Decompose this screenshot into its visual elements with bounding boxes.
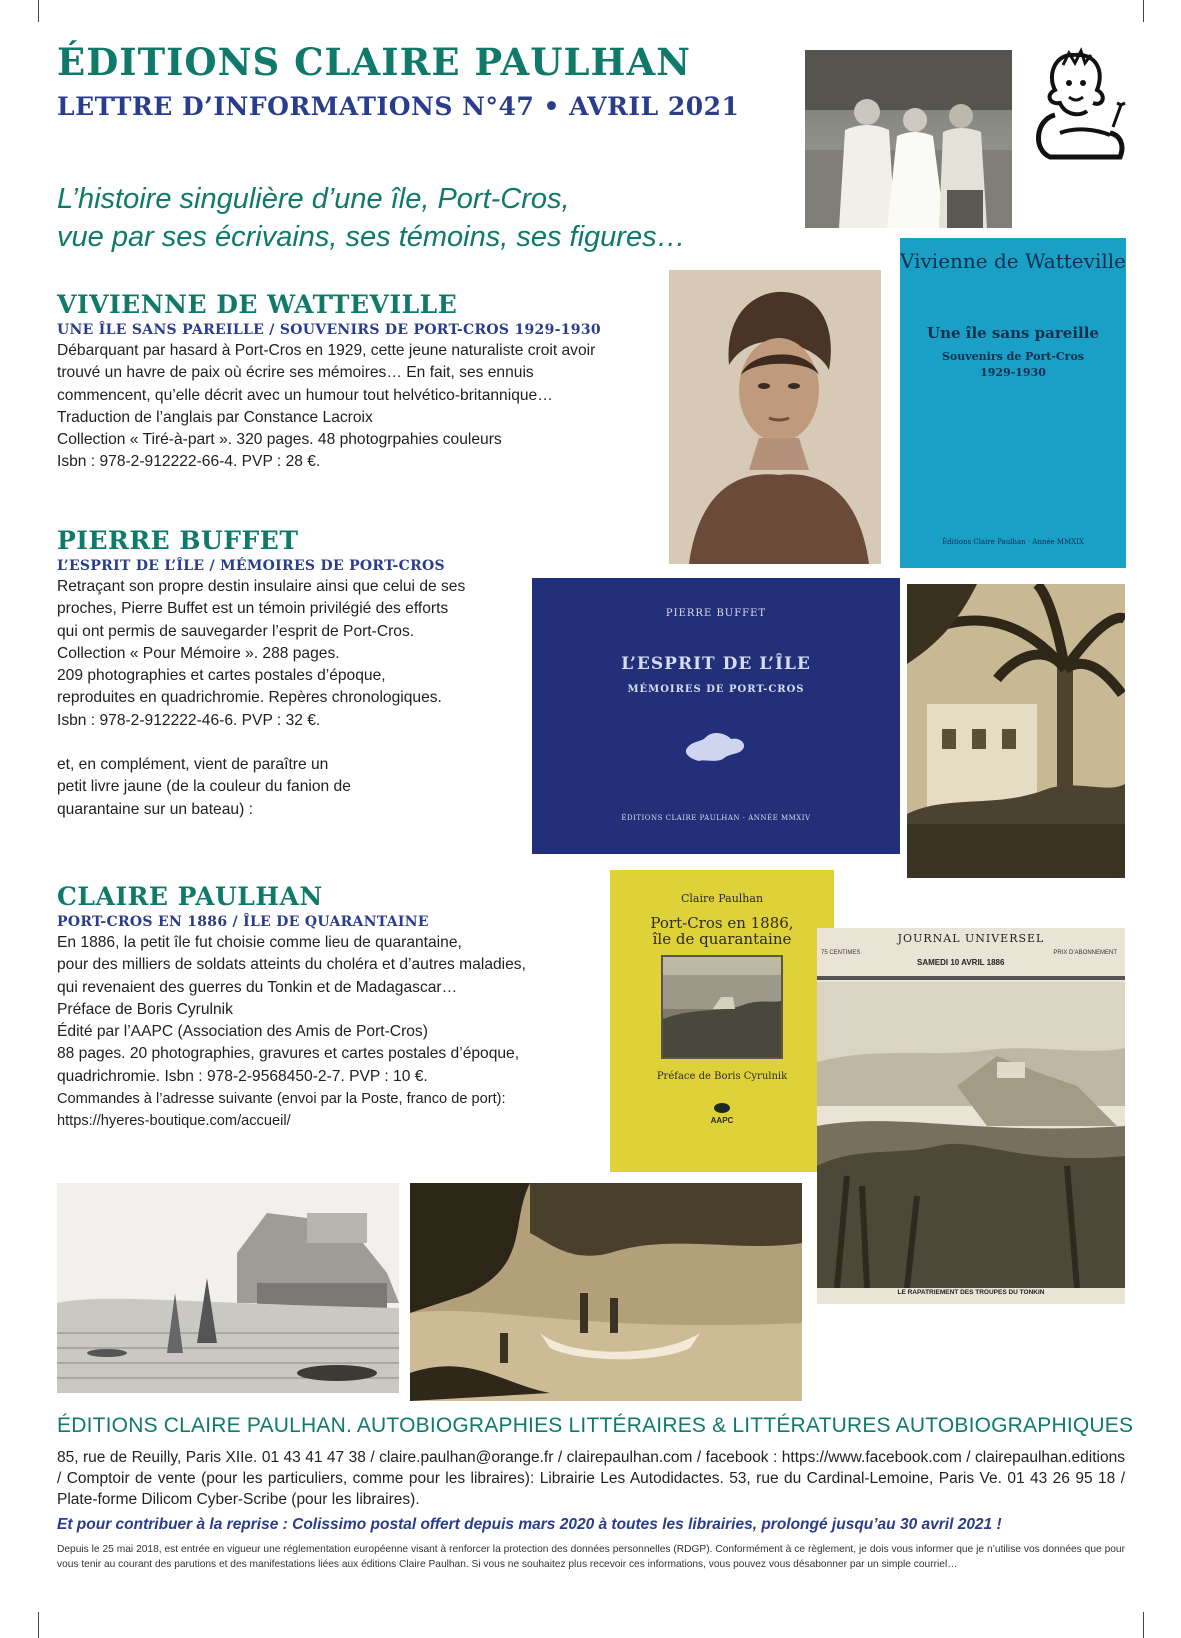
watteville-portrait-photo: [669, 270, 881, 564]
footer-title: ÉDITIONS CLAIRE PAULHAN. AUTOBIOGRAPHIES LITTÉRAIRES & LITTÉRATURES AUTOBIOGRAPHIQUES: [57, 1414, 1134, 1437]
tagline: [57, 180, 686, 256]
section-watteville: [57, 290, 601, 474]
body-line: Débarquant par hasard à Port-Cros en 1929, cette jeune naturaliste croit avoir: [57, 342, 596, 359]
section-title: VIVIENNE DE WATTEVILLE: [57, 290, 458, 319]
book-years: 1929-1930: [980, 366, 1046, 379]
watteville-book-cover: [900, 238, 1126, 568]
group-photo: [805, 50, 1012, 228]
journal-universel-page: [817, 928, 1125, 1304]
body-line: Retraçant son propre destin insulaire ainsi que celui de ses: [57, 578, 466, 595]
crop-mark-bottom-right: [1143, 1612, 1144, 1638]
publisher-title: ÉDITIONS CLAIRE PAULHAN: [57, 40, 692, 84]
section-body: [57, 576, 465, 821]
order-line: Commandes à l’adresse suivante (envoi par la Poste, franco de port):: [57, 1091, 506, 1108]
body-line: qui ont permis de sauvegarder l’esprit de Port-Cros.: [57, 622, 415, 640]
section-subtitle: L’ESPRIT DE L’ÎLE / MÉMOIRES DE PORT-CROS: [57, 558, 445, 574]
body-line: Édité par l’AAPC (Association des Amis de Port-Cros): [57, 1023, 428, 1041]
body-line: Traduction de l’anglais par Constance Lacroix: [57, 408, 373, 426]
book-author: Vivienne de Watteville: [900, 249, 1126, 273]
body-line: pour des milliers de soldats atteints du choléra et d’autres maladies,: [57, 956, 526, 974]
section-paulhan: [57, 882, 526, 1133]
fort-engraving: [57, 1183, 399, 1393]
footer-legal: Depuis le 25 mai 2018, est entrée en vigueur une réglementation européenne visant à renforcer la protection des données personnelles (RDGP). Conformément à ce règlement, je dois vous informer que je n’utilise vos données que pour vous tenir au courant des parutions et des manifestations liées aux éditions Claire Paulhan. Si vous ne souhaitez plus recevoir ces informations, vous pouvez vous désabonner par un simple courriel…: [57, 1544, 1125, 1570]
body-line: quarantaine sur un bateau) :: [57, 800, 253, 818]
section-body: [57, 340, 601, 474]
body-line: En 1886, la petit île fut choisie comme lieu de quarantaine,: [57, 934, 462, 951]
body-line: 88 pages. 20 photographies, gravures et cartes postales d’époque,: [57, 1045, 520, 1063]
tagline-line-1: L’histoire singulière d’une île, Port-Cros,: [57, 183, 570, 215]
order-link[interactable]: https://hyeres-boutique.com/accueil/: [57, 1113, 291, 1130]
book-title: Une île sans pareille: [927, 324, 1099, 342]
footer-address: 85, rue de Reuilly, Paris XIIe. 01 43 41 47 38 / claire.paulhan@orange.fr / clairepaulhan.com / facebook : https://www.facebook.com / clairepaulhan.editions / Comptoir de vente (pour les particuliers, comme pour les libraires): Librairie Les Autodidactes. 53, rue du Cardinal-Lemoine, Paris Ve. 01 43 26 95 18 / Plate-forme Dilicom Cyber-Scribe (pour les libraires).: [57, 1449, 1125, 1508]
journal-masthead: JOURNAL UNIVERSEL: [897, 932, 1045, 945]
section-subtitle: PORT-CROS EN 1886 / ÎLE DE QUARANTAINE: [57, 914, 429, 930]
book-title: Port-Cros en 1886,: [650, 914, 794, 932]
section-title: PIERRE BUFFET: [57, 526, 299, 555]
book-inset-image: [661, 955, 783, 1059]
journal-price: 75 CENTIMES: [821, 950, 861, 956]
body-line: trouvé un havre de paix où écrire ses mémoires… En fait, ses ennuis: [57, 364, 534, 382]
badge-label: AAPC: [710, 1116, 734, 1125]
palm-house-photo: [907, 584, 1125, 878]
journal-date: SAMEDI 10 AVRIL 1886: [917, 958, 1005, 967]
book-preface: Préface de Boris Cyrulnik: [656, 1071, 788, 1082]
body-line: reproduites en quadrichromie. Repères chronologiques.: [57, 689, 442, 707]
book-title: L’ESPRIT DE L’ÎLE: [621, 654, 811, 674]
section-title: CLAIRE PAULHAN: [57, 882, 323, 911]
book-imprint: ÉDITIONS CLAIRE PAULHAN · ANNÉE MMXIV: [621, 814, 811, 822]
aapc-badge: [610, 1100, 834, 1125]
monkey-logo-icon: [1025, 45, 1145, 165]
body-line: petit livre jaune (de la couleur du fanion de: [57, 778, 351, 796]
book-subtitle: Souvenirs de Port-Cros: [941, 350, 1085, 363]
journal-subscription: PRIX D’ABONNEMENT: [1053, 950, 1117, 956]
body-line: qui revenaient des guerres du Tonkin et de Madagascar…: [57, 978, 458, 996]
fishermen-photo: [410, 1183, 802, 1401]
book-author: PIERRE BUFFET: [665, 608, 767, 619]
body-line: proches, Pierre Buffet est un témoin privilégié des efforts: [57, 600, 449, 618]
turtle-icon: [712, 1100, 732, 1114]
body-line: Isbn : 978-2-912222-66-4. PVP : 28 €.: [57, 453, 321, 471]
island-map-icon: [681, 725, 751, 765]
journal-caption: LE RAPATRIEMENT DES TROUPES DU TONKIN: [897, 1289, 1045, 1296]
body-line: Collection « Tiré-à-part ». 320 pages. 48 photogrpahies couleurs: [57, 431, 502, 449]
book-imprint: Éditions Claire Paulhan · Année MMXIX: [942, 538, 1084, 546]
body-line: Collection « Pour Mémoire ». 288 pages.: [57, 644, 340, 662]
crop-mark-top-left: [38, 0, 39, 22]
book-subtitle: MÉMOIRES DE PORT-CROS: [627, 684, 805, 695]
newsletter-title: LETTRE D’INFORMATIONS N°47 • AVRIL 2021: [57, 92, 740, 121]
book-author: Claire Paulhan: [680, 892, 764, 905]
section-body: [57, 932, 526, 1133]
paulhan-book-cover: [610, 870, 834, 1172]
crop-mark-top-right: [1143, 0, 1144, 22]
body-line: commencent, qu’elle décrit avec un humour tout helvético-britannique…: [57, 386, 553, 404]
body-line: quadrichromie. Isbn : 978-2-9568450-2-7. PVP : 10 €.: [57, 1067, 428, 1085]
book-title-2: île de quarantaine: [652, 930, 792, 948]
tagline-line-2: vue par ses écrivains, ses témoins, ses figures…: [57, 221, 686, 253]
section-buffet: [57, 526, 465, 821]
section-subtitle: UNE ÎLE SANS PAREILLE / SOUVENIRS DE PORT-CROS 1929-1930: [57, 322, 601, 338]
buffet-book-cover: [532, 578, 900, 854]
footer-offer: Et pour contribuer à la reprise : Colissimo postal offert depuis mars 2020 à toutes les librairies, prolongé jusqu’au 30 avril 2021 !: [57, 1516, 1002, 1533]
body-line: Isbn : 978-2-912222-46-6. PVP : 32 €.: [57, 711, 321, 729]
crop-mark-bottom-left: [38, 1612, 39, 1638]
body-line: Préface de Boris Cyrulnik: [57, 1000, 233, 1018]
body-line: 209 photographies et cartes postales d’époque,: [57, 667, 386, 685]
body-line: et, en complément, vient de paraître un: [57, 756, 329, 774]
